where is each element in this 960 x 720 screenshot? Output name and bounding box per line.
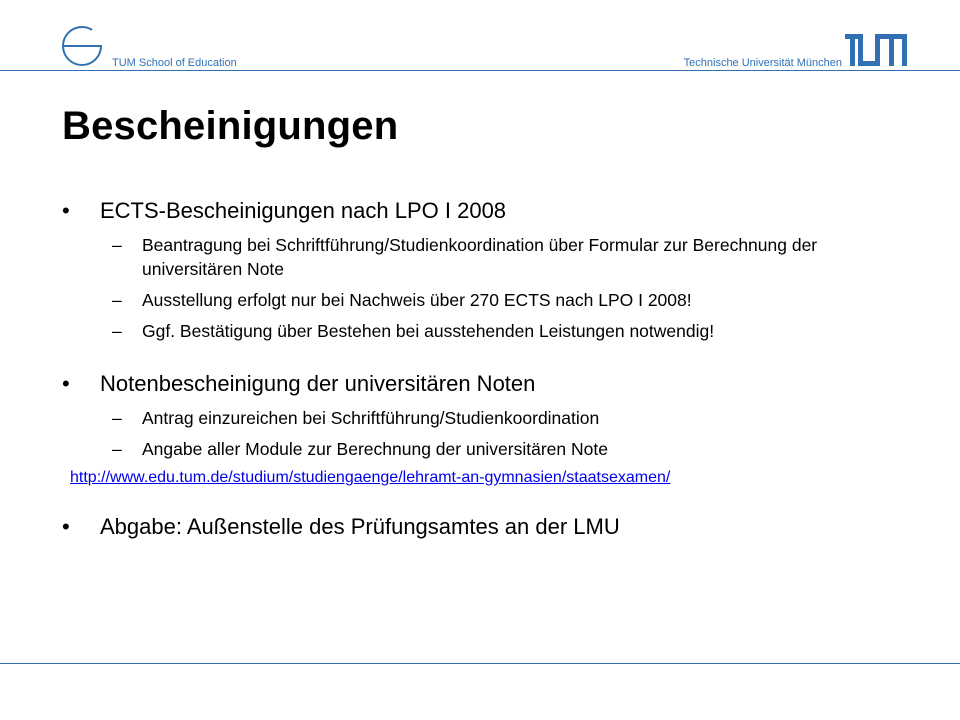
sub-item xyxy=(62,406,902,430)
sub-marker: – xyxy=(112,290,122,310)
sub-item xyxy=(62,233,902,281)
footer-divider xyxy=(0,663,960,664)
sub-marker: – xyxy=(112,408,122,428)
slide-title: Bescheinigungen xyxy=(62,104,399,148)
sub-text: Ausstellung erfolgt nur bei Nachweis über 270 ECTS nach LPO I 2008! xyxy=(142,290,692,310)
bullet-marker: • xyxy=(62,514,70,539)
sub-text: Angabe aller Module zur Berechnung der universitären Note xyxy=(142,439,608,459)
school-name: TUM School of Education xyxy=(112,57,237,69)
sub-marker: – xyxy=(112,321,122,341)
sub-marker: – xyxy=(112,439,122,459)
tum-logo-icon xyxy=(845,34,907,66)
bullet-text: Abgabe: Außenstelle des Prüfungsamtes an der LMU xyxy=(100,514,620,539)
bullet-marker: • xyxy=(62,198,70,223)
sub-item xyxy=(62,437,902,461)
tum-education-logo-icon xyxy=(60,24,104,68)
bullet-text: ECTS-Bescheinigungen nach LPO I 2008 xyxy=(100,198,507,223)
sub-text: Beantragung bei Schriftführung/Studienkoordination über Formular zur Berechnung der universitären Note xyxy=(142,235,818,279)
sub-text: Antrag einzureichen bei Schriftführung/Studienkoordination xyxy=(142,408,600,428)
staatsexamen-link[interactable]: http://www.edu.tum.de/studium/studiengaenge/lehramt-an-gymnasien/staatsexamen/ xyxy=(70,469,671,486)
header-divider xyxy=(0,70,960,71)
bullet-item xyxy=(62,512,902,542)
sub-item xyxy=(62,319,902,343)
university-name: Technische Universität München xyxy=(683,57,842,69)
sub-item xyxy=(62,288,902,312)
slide-content xyxy=(62,196,902,542)
bullet-item xyxy=(62,196,902,226)
sub-text: Ggf. Bestätigung über Bestehen bei ausstehenden Leistungen notwendig! xyxy=(142,321,715,341)
sub-marker: – xyxy=(112,235,122,255)
bullet-text: Notenbescheinigung der universitären Noten xyxy=(100,371,536,396)
bullet-marker: • xyxy=(62,371,70,396)
bullet-item xyxy=(62,369,902,399)
